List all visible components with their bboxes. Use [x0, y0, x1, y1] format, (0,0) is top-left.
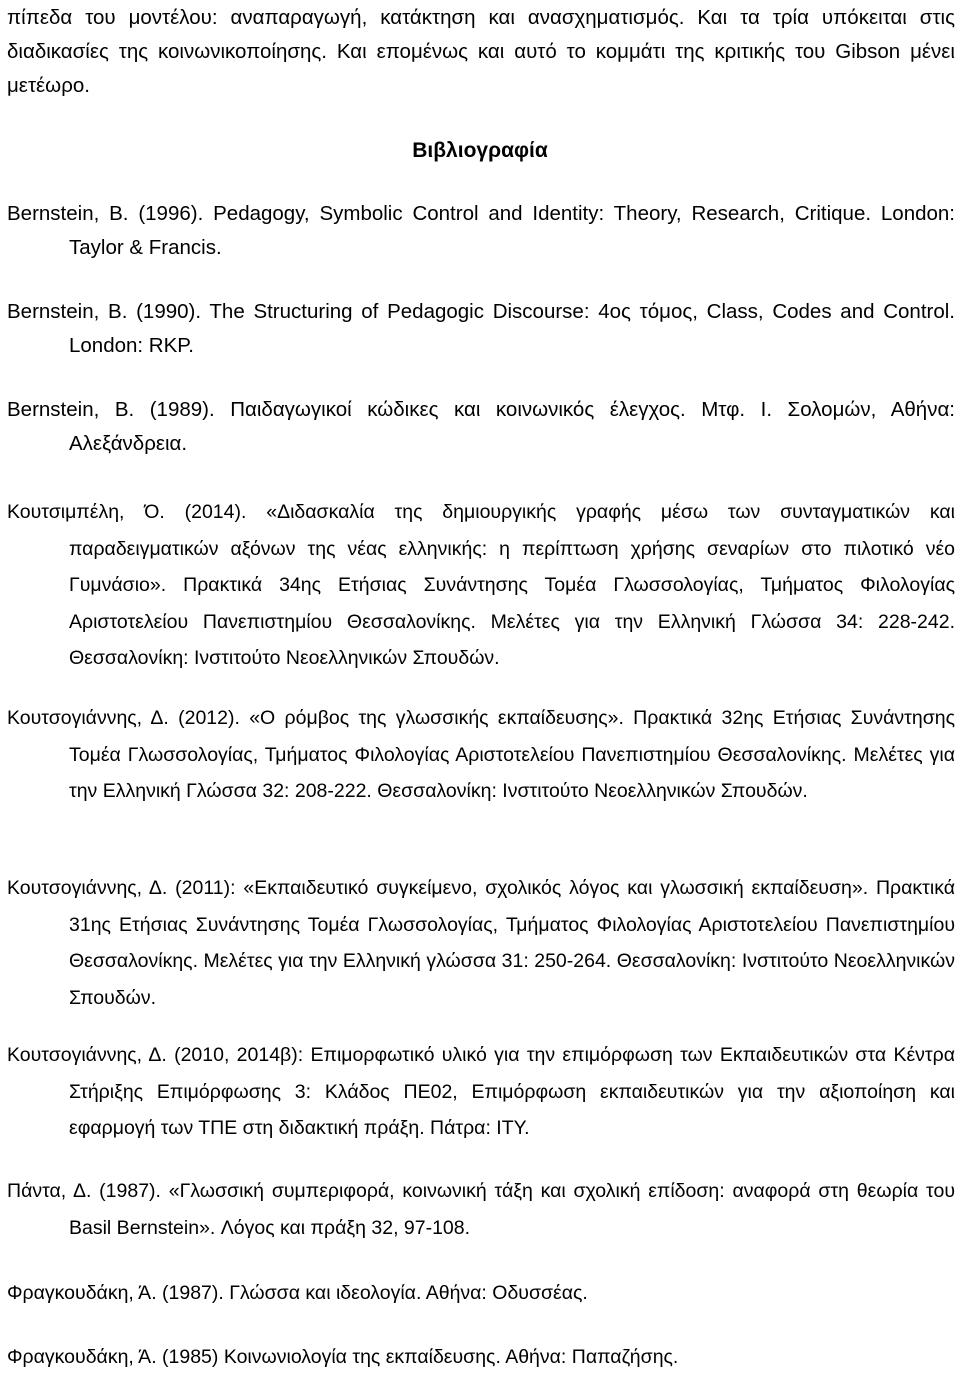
reference-entry: Bernstein, B. (1989). Παιδαγωγικοί κώδικες και κοινωνικός έλεγχος. Μτφ. Ι. Σολομών, Αθήνα: Αλεξάνδρεια. — [7, 398, 955, 455]
reference-entry: Φραγκουδάκη, Ά. (1985) Κοινωνιολογία της εκπαίδευσης. Αθήνα: Παπαζήσης. — [7, 1346, 679, 1368]
reference-entry: Bernstein, B. (1996). Pedagogy, Symbolic Control and Identity: Theory, Research, Critique. London: Taylor & Francis. — [7, 202, 955, 259]
reference-entry: Κουτσιμπέλη, Ό. (2014). «Διδασκαλία της δημιουργικής γραφής μέσω των συνταγματικών και παραδειγματικών αξόνων της νέας ελληνικής: η περίπτωση χρήσης σεναρίων στο πιλοτικό νέο Γυμνάσιο». Πρακτικά 34ης Ετήσιας Συνάντησης Τομέα Γλωσσολογίας, Τμήματος Φιλολογίας Αριστοτελείου Πανεπιστημίου Θεσσαλονίκης. Μελέτες για την Ελληνική Γλώσσα 34: 228-242. Θεσσαλονίκη: Ινστιτούτο Νεοελληνικών Σπουδών. — [7, 501, 955, 669]
reference-entry: Bernstein, B. (1990). The Structuring of Pedagogic Discourse: 4ος τόμος, Class, Codes and Control. London: RKP. — [7, 300, 955, 357]
intro-paragraph: πίπεδα του μοντέλου: αναπαραγωγή, κατάκτηση και ανασχηματισμός. Και τα τρία υπόκειται στις διαδικασίες της κοινωνικοποίησης. Και επομένως και αυτό το κομμάτι της κριτικής του Gibson μένει μετέωρο. — [7, 6, 955, 97]
reference-entry: Πάντα, Δ. (1987). «Γλωσσική συμπεριφορά, κοινωνική τάξη και σχολική επίδοση: αναφορά στη θεωρία του Basil Bernstein». Λόγος και πράξη 32, 97-108. — [7, 1180, 955, 1239]
reference-entry: Κουτσογιάννης, Δ. (2012). «Ο ρόμβος της γλωσσικής εκπαίδευσης». Πρακτικά 32ης Ετήσιας Συνάντησης Τομέα Γλωσσολογίας, Τμήματος Φιλολογίας Αριστοτελείου Πανεπιστημίου Θεσσαλονίκης. Μελέτες για την Ελληνική Γλώσσα 32: 208-222. Θεσσαλονίκη: Ινστιτούτο Νεοελληνικών Σπουδών. — [7, 707, 955, 802]
reference-entry: Κουτσογιάννης, Δ. (2011): «Εκπαιδευτικό συγκείμενο, σχολικός λόγος και γλωσσική εκπαίδευση». Πρακτικά 31ης Ετήσιας Συνάντησης Τομέα Γλωσσολογίας, Τμήματος Φιλολογίας Αριστοτελείου Πανεπιστημίου Θεσσαλονίκης. Μελέτες για την Ελληνική γλώσσα 31: 250-264. Θεσσαλονίκη: Ινστιτούτο Νεοελληνικών Σπουδών. — [7, 877, 955, 1009]
reference-entry: Κουτσογιάννης, Δ. (2010, 2014β): Επιμορφωτικό υλικό για την επιμόρφωση των Εκπαιδευτικών στα Κέντρα Στήριξης Επιμόρφωσης 3: Κλάδος ΠΕ02, Επιμόρφωση εκπαιδευτικών για την αξιοποίηση και εφαρμογή των ΤΠΕ στη διδακτική πράξη. Πάτρα: ΙΤΥ. — [7, 1044, 955, 1139]
reference-entry: Φραγκουδάκη, Ά. (1987). Γλώσσα και ιδεολογία. Αθήνα: Οδυσσέας. — [7, 1282, 588, 1304]
bibliography-heading: Βιβλιογραφία — [412, 139, 548, 162]
